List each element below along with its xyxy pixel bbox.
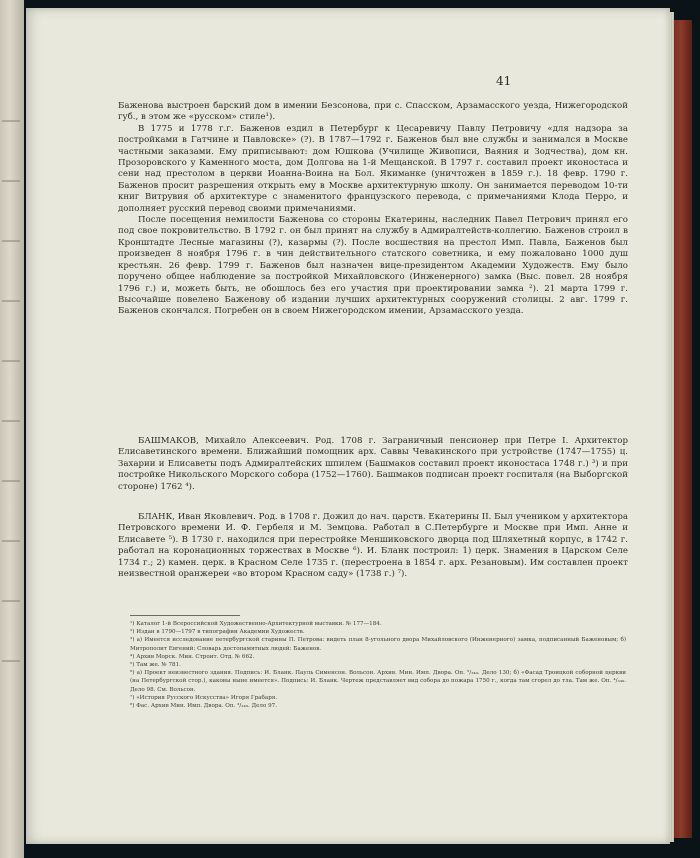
- footnote-1: ¹) Каталог 1-й Всероссийской Художественно-Архитектурной выставки. № 177—184.: [130, 621, 382, 627]
- footnote-2: ²) Издан в 1790—1797 в типографии Академии Художеств.: [130, 629, 305, 636]
- footnotes: [130, 620, 626, 710]
- text-block-bazhenov: [118, 101, 628, 318]
- left-page-edge: [0, 0, 24, 858]
- footnote-8: ⁸) Фас. Архив Мин. Имп. Двора. Оп. ³/₂₄₉. Дело 97.: [130, 703, 278, 710]
- footnote-3: ³) а) Имеется исследование петербургской старины П. Петрова: видеть план 8-угольного двора Михайловского (Инженерного) замка, подписанный Баженовым; б) Митрополит Евгений: Словарь достопамятных людей: Баженов.: [130, 637, 626, 652]
- entry-bashmakov: [118, 436, 628, 493]
- footnote-rule: [130, 615, 240, 616]
- paragraph-2: В 1775 и 1778 г.г. Баженов ездил в Петербург к Цесаревичу Павлу Петровичу «для надзора за постройками в Гатчине и Павловске» (?). В 1787—1792 г. Баженов был вне службы и занимался в Москве частными заказами. Ему приписывают: дом Юшкова (Училище Живописи, Ваяния и Зодчества), дом кн. Прозоровского у Каменного моста, дом Долгова на 1-й Мещанской. В 1797 г. составил проект иконостаса и сени над престолом в церкви Иоанна-Воина на Бол. Якиманке (уничтожен в 1859 г.). 18 февр. 1790 г. Баженов просит разрешения открыть ему в Москве архитектурную школу. Он занимается переводом 10-ти книг Витрувия об архитектуре с знаменитого французского перевода, с примечаниями Клода Перро, и дополняет русский перевод своими примечаниями.: [118, 123, 628, 214]
- book-page: [26, 8, 670, 844]
- page-number: 41: [496, 74, 512, 88]
- paragraph-1: Баженова выстроен барский дом в имении Безсонова, при с. Спасском, Арзамасского уезда, Нижегородской губ., в этом же «русском» стиле¹).: [118, 101, 628, 123]
- paragraph-5: БЛАНК, Иван Яковлевич. Род. в 1708 г. Дожил до нач. царств. Екатерины II. Был учеником у архитектора Петровского времени И. Ф. Гербеля и М. Земцова. Работал в С.Петербурге и Москве при Имп. Анне и Елисавете ⁵). В 1730 г. находился при перестройке Меншиковского дворца под Шляхетный корпус, в 1742 г. работал на коронационных торжествах в Москве ⁶). И. Бланк построил: 1) церк. Знамения в Царском Селе 1734 г.; 2) камен. церк. в Красном Селе 1735 г. (перестроена в 1854 г. арх. Резановым). Им составлен проект неизвестной оранжереи «во втором Красном саду» (1738 г.) ⁷).: [118, 512, 628, 580]
- entry-blank: [118, 512, 628, 580]
- footnote-4: ⁴) Архив Морск. Мин. Строит. Отд. № 662.: [130, 653, 255, 660]
- footnote-6: ⁶) а) Проект неизвестного здания. Подпись: И. Бланк. Пауль Сименсон. Вольсон. Архив. Мин. Имп. Двора. Оп. ⁵/₃₄₉. Дело 130; б) «Фасад Троицкой соборной церкви (на Петербургской стор.), каковы ныне имеется». Подпись: И. Бланк. Чертеж представляет вид собора до пожара 1750 г., когда там сгорел до тла. Там же. Оп. ⁴/₃₄₉. Дело 98. См. Вольсон.: [130, 670, 626, 693]
- paragraph-4: БАШМАКОВ, Михайло Алексеевич. Род. 1708 г. Заграничный пенсионер при Петре I. Архитектор Елисаветинского времени. Ближайший помощник арх. Саввы Чевакинского при устройстве (1747—1755) ц. Захарии и Елисаветы подъ Адмиралтейских шпилем (Башмаков составил проект иконостаса 1748 г.) ³) и при постройке Никольского Морского собора (1752—1760). Башмаков подписан проект госпиталя (на Выборгской стороне) 1762 ⁴).: [118, 436, 628, 492]
- paragraph-3: После посещения немилости Баженова со стороны Екатерины, наследник Павел Петрович принял его под свое покровительство. В 1792 г. он был принят на службу в Адмиралтейств-коллегию. Баженов строил в Кронштадте Лесные магазины (?), казармы (?). После восшествия на престол Имп. Павла, Баженов был произведен 8 ноября 1796 г. в чин действительного статского советника, и ему пожаловано 1000 душ крестьян. 26 февр. 1799 г. Баженов был назначен вице-президентом Академии Художеств. Ему было поручено общее наблюдение за постройкой Михайловского (Инженерного) замка (Выс. повел. 28 ноября 1796 г.) и, можеть быть, не обошлось без его участия при проектировании замка ²). 21 марта 1799 г. Высочайше повелено Баженову об издании лучших архитектурных сооружений столицы. 2 авг. 1799 г. Баженов скончался. Погребен он в своем Нижегородском имении, Арзамасского уезда.: [118, 215, 628, 317]
- footnote-7: ⁷) «История Русского Искусства» Игоря Грабаря.: [130, 694, 278, 701]
- footnote-5: ⁵) Там же. № 781.: [130, 662, 181, 669]
